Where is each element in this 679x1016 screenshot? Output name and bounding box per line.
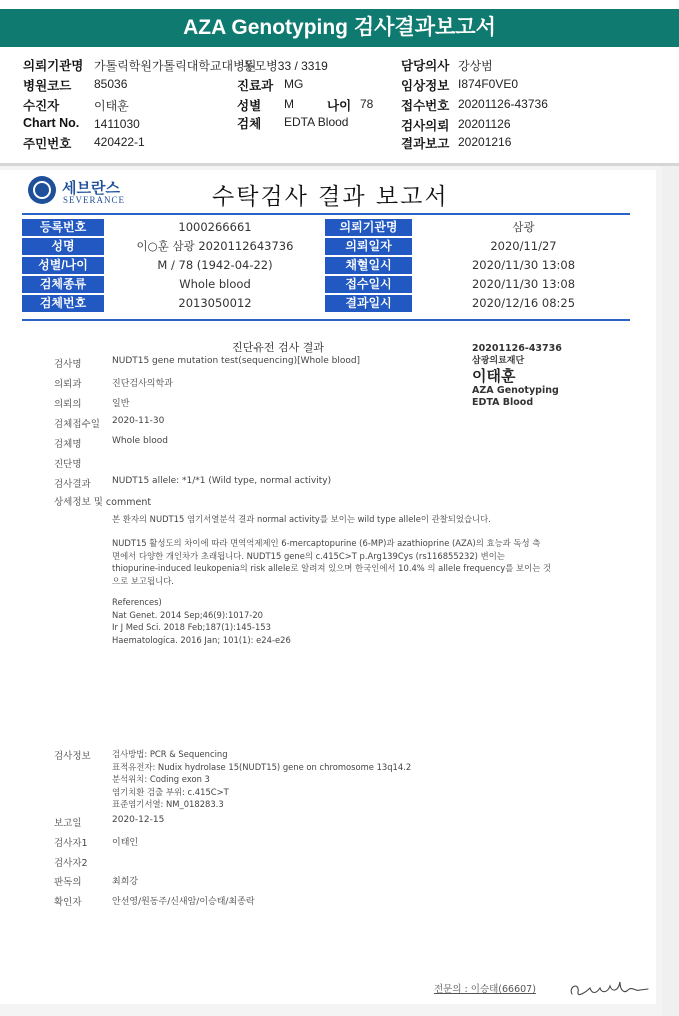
result-value: Whole blood: [112, 436, 168, 446]
header-label: 수진자: [23, 99, 60, 113]
result-label: 검체명: [54, 439, 82, 450]
logo-korean: 세브란스: [62, 180, 120, 197]
info-label: 성명: [22, 238, 104, 255]
detail-line: NUDT15 활성도의 차이에 따라 면역억제제인 6-mercaptopurine (6-MP)과 azathioprine (AZA)의 효능과 독성 측: [112, 538, 541, 548]
header-label: 임상정보: [401, 79, 450, 93]
result-label: 의뢰의: [54, 399, 82, 410]
bottom-value: 안선영/원동주/신새암/이승태/최종락: [112, 897, 255, 907]
bottom-value: 최희강: [112, 877, 139, 887]
info-label: 채혈일시: [325, 257, 412, 274]
header-value: 420422-1: [94, 135, 145, 149]
signer-name: 전문의 : 이승태(66607): [434, 984, 536, 995]
report-title-bar: AZA Genotyping 검사결과보고서: [0, 9, 679, 47]
test-info-line: 표적유전자: Nudix hydrolase 15(NUDT15) gene on chromosome 13q14.2: [112, 761, 412, 772]
header-label: 검체: [237, 117, 262, 131]
bottom-label: 보고일: [54, 818, 82, 829]
info-label: 검체종류: [22, 276, 104, 293]
header-label: Chart No.: [23, 116, 80, 130]
header-label: 나이: [327, 99, 352, 113]
result-value: 2020-11-30: [112, 416, 165, 426]
stamp-accession: 20201126-43736: [472, 343, 562, 354]
info-label: 결과일시: [325, 295, 412, 312]
bottom-value: 2020-12-15: [112, 815, 165, 825]
test-info-line: 표준염기서열: NM_018283.3: [112, 799, 224, 809]
info-label: 의뢰일자: [325, 238, 412, 255]
info-value: 2020/11/30 13:08: [471, 258, 576, 272]
info-label: 등록번호: [22, 219, 104, 236]
bottom-label: 검사자1: [54, 838, 88, 849]
info-value: Whole blood: [179, 277, 251, 291]
header-value: I874F0VE0: [458, 77, 519, 91]
header-label: 담당의사: [401, 59, 450, 73]
detail-line: 면에서 다양한 개인차가 초래됩니다. NUDT15 gene의 c.415C>T p.Arg139Cys (rs116855232) 변이는: [112, 550, 505, 561]
reference-line: Nat Genet. 2014 Sep;46(9):1017-20: [112, 609, 263, 620]
result-label: 검체접수일: [54, 419, 100, 430]
header-value: MG: [284, 77, 304, 91]
detail-line: 으로 보고됩니다.: [112, 575, 174, 586]
info-value: 1000266661: [178, 220, 252, 234]
header-label: 접수번호: [401, 99, 450, 113]
header-value: 이태훈: [94, 99, 129, 113]
signature-icon: [566, 976, 652, 1002]
detail-line: thiopurine-induced leukopenia의 risk allele로 알려져 있으며 한국인에서 10.4% 의 allele frequency를 보이는 것: [112, 563, 552, 573]
result-value: NUDT15 allele: *1/*1 (Wild type, normal activity): [112, 476, 332, 486]
section-title: 진단유전 검사 결과: [232, 341, 325, 354]
info-value: 2020/11/27: [490, 239, 557, 253]
stamp-lab: 삼광의료재단: [472, 356, 525, 366]
header-value: 85036: [94, 77, 128, 91]
header-value: 가톨릭학원가톨릭대학교대병원: [94, 59, 257, 73]
header-value: EDTA Blood: [284, 115, 349, 129]
header-value: 78: [360, 97, 374, 111]
header-value: M: [284, 97, 294, 111]
bottom-label: 판독의: [54, 877, 82, 888]
result-value: 진단검사의학과: [112, 379, 173, 389]
header-value: 동모병33 / 3319: [243, 59, 328, 73]
header-label: 진료과: [237, 79, 274, 93]
bottom-value: 이태인: [112, 838, 139, 848]
test-info-label: 검사정보: [54, 751, 91, 762]
result-value: NUDT15 gene mutation test(sequencing)[Whole blood]: [112, 356, 361, 366]
reference-line: Haematologica. 2016 Jan; 101(1): e24-e26: [112, 634, 291, 645]
info-label: 의뢰기관명: [325, 219, 412, 236]
detail-label: 상세정보 및 comment: [54, 497, 152, 508]
info-label: 검체번호: [22, 295, 104, 312]
header-label: 의뢰기관명: [23, 59, 84, 73]
bottom-label: 검사자2: [54, 858, 88, 869]
header-value: 20201126-43736: [458, 97, 548, 111]
detail-paragraph-1: 본 환자의 NUDT15 염기서열분석 결과 normal activity를 보이는 wild type allele이 관찰되었습니다.: [112, 514, 491, 524]
header-label: 주민번호: [23, 137, 72, 151]
header-value: 20201126: [458, 117, 511, 131]
info-label: 접수일시: [325, 276, 412, 293]
header-label: 병원코드: [23, 79, 72, 93]
result-label: 검사결과: [54, 479, 91, 490]
info-value: 2020/11/30 13:08: [471, 277, 576, 291]
bottom-label: 확인자: [54, 897, 82, 908]
stamp-test: AZA Genotyping: [472, 385, 559, 396]
result-value: 일반: [112, 399, 130, 409]
stamp-specimen: EDTA Blood: [472, 397, 534, 408]
result-label: 진단명: [54, 459, 82, 470]
result-label: 검사명: [54, 359, 82, 370]
logo-english: SEVERANCE: [63, 195, 126, 205]
header-value: 1411030: [94, 117, 140, 131]
report-document-title: 수탁검사 결과 보고서: [212, 184, 449, 210]
header-label: 결과보고: [401, 137, 450, 151]
info-value: M / 78 (1942-04-22): [157, 258, 273, 272]
test-info-line: 염기치환 검출 부위: c.415C>T: [112, 786, 229, 797]
reference-line: References): [112, 597, 162, 607]
test-info-line: 분석위치: Coding exon 3: [112, 774, 210, 784]
reference-line: Ir J Med Sci. 2018 Feb;187(1):145-153: [112, 622, 271, 632]
header-value: 20201216: [458, 135, 512, 149]
header-value: 강상범: [458, 59, 493, 73]
header-label: 검사의뢰: [401, 119, 450, 133]
test-info-line: 검사방법: PCR & Sequencing: [112, 749, 228, 759]
info-value: 2013050012: [178, 296, 252, 310]
info-value: 이○훈 삼광 2020112643736: [136, 239, 294, 253]
stamp-patient: 이태훈: [472, 367, 516, 385]
info-value: 2020/12/16 08:25: [471, 296, 576, 310]
header-label: 성별: [237, 99, 262, 113]
info-value: 삼광: [512, 220, 535, 234]
result-label: 의뢰과: [54, 379, 82, 390]
info-label: 성별/나이: [22, 257, 104, 274]
